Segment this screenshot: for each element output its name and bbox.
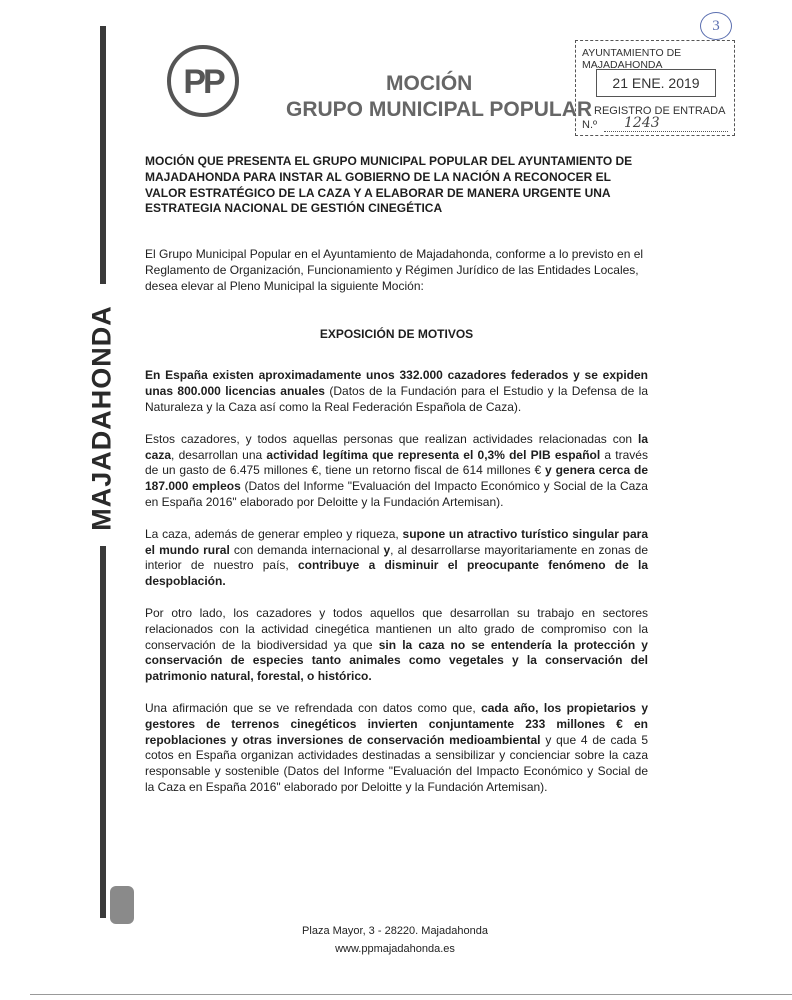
bold-text: y genera cerca de 187.000 empleos bbox=[145, 463, 649, 494]
stamp-number-line bbox=[604, 131, 728, 132]
text-segment: Por otro lado, los cazadores y todos aquellos que desarrollan su trabajo en sectores relacionados con la actividad cinegética mantienen un alto grado de compromiso con la conservación de la biodiversidad ya que bbox=[145, 605, 648, 652]
header-title-line1: MOCIÓN bbox=[386, 72, 473, 95]
body-paragraph bbox=[145, 432, 648, 511]
intro-paragraph: El Grupo Municipal Popular en el Ayuntamiento de Majadahonda, conforme a lo previsto en el Reglamento de Organización, Funcionamiento y Régimen Jurídico de las Entidades Locales, desea elevar al Pleno Municipal la siguiente Moción: bbox=[145, 247, 644, 293]
pp-logo bbox=[166, 44, 240, 118]
stamp-date: 21 ENE. 2019 bbox=[596, 69, 716, 97]
text-segment: , al desarrollarse mayoritariamente en zonas de interior de nuestro país, bbox=[145, 542, 648, 573]
document-body bbox=[145, 154, 648, 812]
bold-text: contribuye a disminuir el preocupante fenómeno de la despoblación. bbox=[145, 558, 648, 589]
bold-text: En España existen aproximadamente unos 332.000 cazadores federados y se expiden unas 800.000 licencias anuales bbox=[145, 368, 648, 399]
text-segment: (Datos del Informe "Evaluación del Impacto Económico y Social de la Caza en España 2016" elaborado por Deloitte y la Fundación Artemisan). bbox=[145, 479, 648, 509]
bold-text: actividad legítima que representa el 0,3% del PIB español bbox=[266, 447, 601, 462]
text-segment: Una afirmación que se ve refrendada con datos como que, bbox=[145, 700, 482, 715]
section-title: EXPOSICIÓN DE MOTIVOS bbox=[319, 326, 474, 341]
text-segment: (Datos de la Fundación para el Estudio y la Defensa de la Naturaleza y la Caza así como la Real Federación Española de Caza). bbox=[145, 384, 648, 414]
registry-stamp bbox=[575, 40, 735, 136]
body-paragraph bbox=[145, 701, 648, 796]
circled-number: 3 bbox=[700, 12, 732, 40]
motion-title: MOCIÓN QUE PRESENTA EL GRUPO MUNICIPAL POPULAR DEL AYUNTAMIENTO DE MAJADAHONDA PARA INSTAR AL GOBIERNO DE LA NACIÓN A RECONOCER EL VALOR ESTRATÉGICO DE LA CAZA Y A ELABORAR DE MANERA URGENTE UNA ESTRATEGIA NACIONAL DE GESTIÓN CINEGÉTICA bbox=[145, 154, 633, 216]
sidebar-bar-top bbox=[100, 26, 106, 284]
bottom-line bbox=[30, 994, 792, 995]
bold-text: la caza bbox=[145, 431, 648, 462]
sidebar-square bbox=[110, 886, 134, 924]
footer bbox=[290, 922, 500, 958]
sidebar-label: MAJADAHONDA bbox=[86, 305, 117, 531]
stamp-register: REGISTRO DE ENTRADA bbox=[594, 105, 726, 117]
text-segment: Estos cazadores, y todos aquellas personas que realizan actividades relacionadas con bbox=[145, 431, 638, 446]
paragraphs bbox=[145, 368, 648, 795]
body-paragraph bbox=[145, 606, 648, 685]
text-segment: , desarrollan una bbox=[171, 447, 267, 462]
text-segment: La caza, además de generar empleo y riqueza, bbox=[145, 526, 403, 541]
bold-text: sin la caza no se entendería la protección y conservación de especies tanto animales como vegetales y la conservación del patrimonio natural, forestal, o histórico. bbox=[145, 637, 648, 684]
header-title-line2: GRUPO MUNICIPAL POPULAR bbox=[286, 98, 593, 121]
bold-text: supone un atractivo turístico singular para el mundo rural bbox=[145, 526, 648, 557]
stamp-office: AYUNTAMIENTO DE MAJADAHONDA bbox=[582, 47, 682, 71]
bold-text: cada año, los propietarios y gestores de terrenos cinegéticos invierten conjuntamente 233 millones € en repoblaciones y otras inversiones de conservación medioambiental bbox=[145, 700, 648, 747]
text-segment: y que 4 de cada 5 cotos en España organizan actividades destinadas a sensibilizar y concienciar sobre la caza responsable y sostenible (Datos del Informe "Evaluación del Impacto Económico y Social de la Caza en España 2016" elaborado por Deloitte y la Fundación Artemisan). bbox=[145, 732, 648, 794]
body-paragraph bbox=[145, 527, 648, 590]
stamp-number-label: N.º bbox=[582, 119, 598, 131]
sidebar-vertical-text bbox=[84, 305, 120, 531]
text-segment: con demanda internacional bbox=[229, 542, 384, 557]
footer-website: www.ppmajadahonda.es bbox=[335, 943, 455, 955]
text-segment: a través de un gasto de 6.475 millones €, tiene un retorno fiscal de 614 millones € bbox=[145, 447, 648, 478]
sidebar-bar-bottom bbox=[100, 546, 106, 918]
stamp-number: 1243 bbox=[624, 115, 660, 131]
body-paragraph bbox=[145, 368, 648, 415]
svg-text:PP: PP bbox=[183, 63, 223, 101]
bold-text: y bbox=[383, 542, 391, 557]
footer-address: Plaza Mayor, 3 - 28220. Majadahonda bbox=[302, 925, 488, 937]
